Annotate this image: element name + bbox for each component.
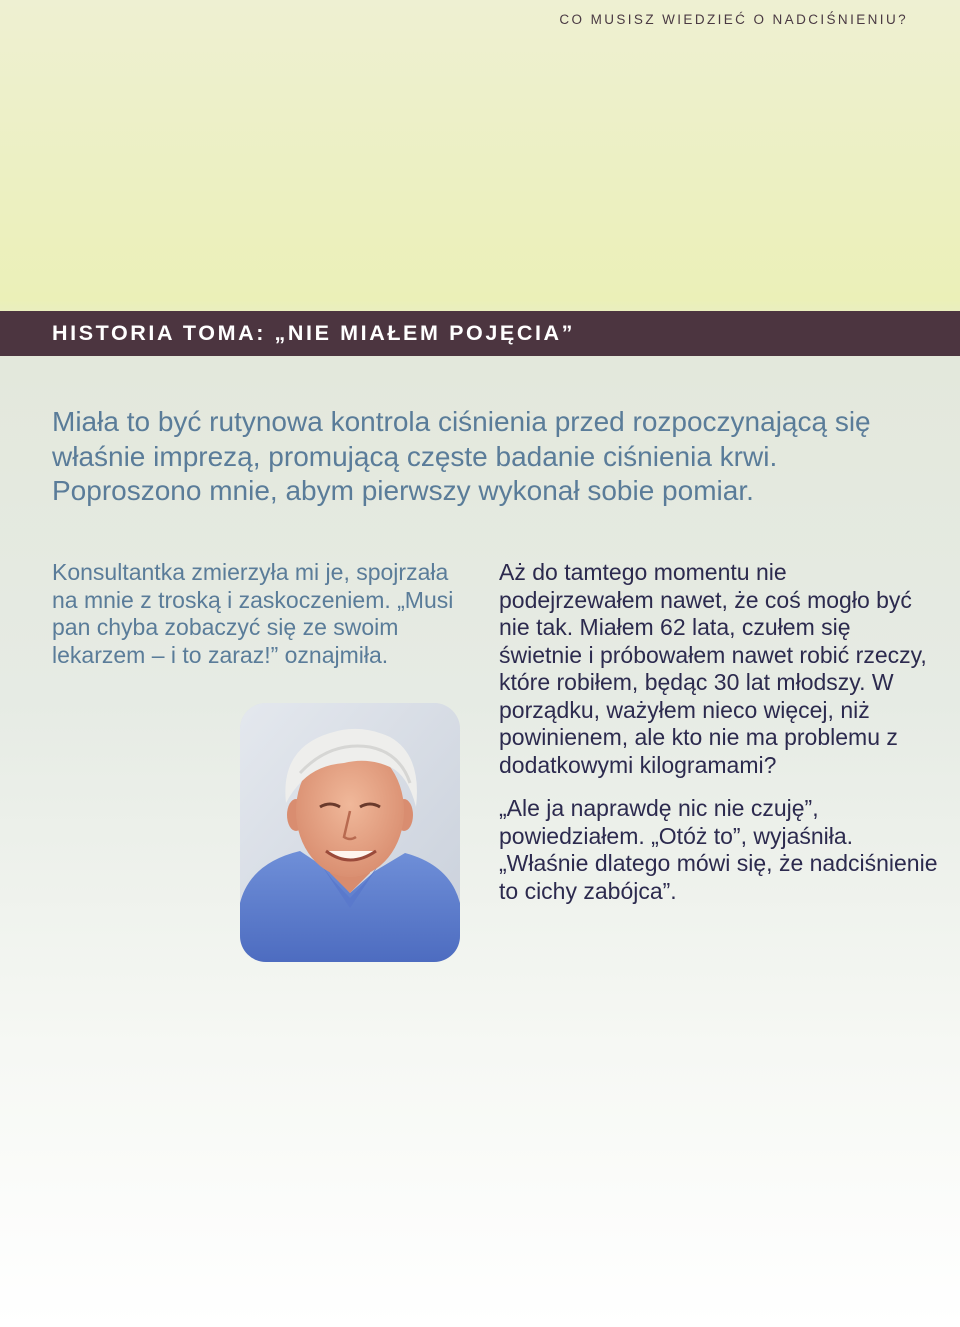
story-title: HISTORIA TOMA: „NIE MIAŁEM POJĘCIA” bbox=[52, 321, 576, 345]
portrait-photo bbox=[240, 703, 460, 962]
section-header: CO MUSISZ WIEDZIEĆ O NADCIŚNIENIU? bbox=[559, 12, 908, 27]
right-column bbox=[499, 559, 939, 905]
intro-paragraph: Miała to być rutynowa kontrola ciśnienia przed rozpoczynającą się właśnie imprezą, promującą częste badanie ciśnienia krwi. Poproszono mnie, abym pierwszy wykonał sobie pomiar. bbox=[52, 406, 871, 506]
right-paragraph-1: Aż do tamtego momentu nie podejrzewałem nawet, że coś mogło być nie tak. Miałem 62 lata, czułem się świetnie i próbowałem nawet robić rzeczy, które robiłem, będąc 30 lat młodszy. W porządku, ważyłem nieco więcej, niż powinienem, ale kto nie ma problemu z dodatkowymi kilogramami? bbox=[499, 559, 927, 778]
story-title-bar bbox=[0, 311, 960, 356]
left-paragraph: Konsultantka zmierzyła mi je, spojrzała na mnie z troską i zaskoczeniem. „Musi pan chyba zobaczyć się ze swoim lekarzem – i to zaraz!” oznajmiła. bbox=[52, 559, 454, 668]
right-paragraph-2: „Ale ja naprawdę nic nie czuję”, powiedziałem. „Otóż to”, wyjaśniła. „Właśnie dlatego mówi się, że nadciśnienie to cichy zabójca”. bbox=[499, 795, 938, 904]
portrait-illustration bbox=[240, 703, 460, 962]
